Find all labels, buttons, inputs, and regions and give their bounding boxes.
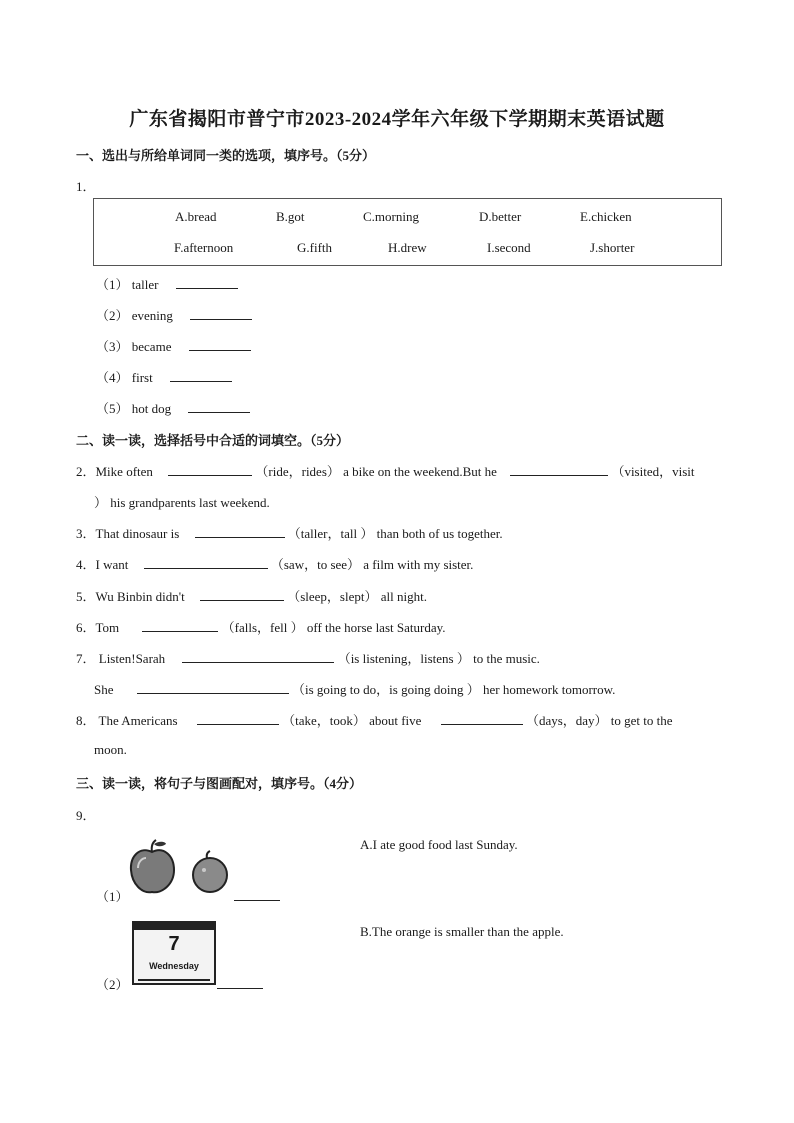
q8-text: 8． The Americans — [76, 713, 178, 728]
q6-text: （falls，fell ） off the horse last Saturday. — [221, 620, 446, 635]
sentence-a: A.I ate good food last Sunday. — [360, 837, 518, 852]
option-j: J.shorter — [590, 240, 635, 255]
q7-text: She — [94, 682, 114, 697]
q2-text: （ride，rides） a bike on the weekend.But he — [255, 464, 497, 479]
calendar-weekday: Wednesday — [149, 961, 199, 971]
item-word: hot dog — [131, 401, 172, 416]
item-word: evening — [131, 308, 173, 323]
q2-text: 2．Mike often — [76, 464, 153, 479]
q7-text: （is listening，listens ） to the music. — [337, 651, 540, 666]
calendar-base — [138, 979, 210, 981]
answer-blank-2[interactable] — [217, 976, 263, 989]
list-item — [96, 398, 250, 417]
q3-text: （taller，tall ） than both of us together. — [287, 526, 503, 541]
answer-blank[interactable] — [182, 650, 334, 663]
item-number: （3） — [96, 339, 129, 354]
question-8 — [76, 710, 673, 729]
question-5 — [76, 586, 427, 605]
option-g: G.fifth — [297, 240, 333, 255]
option-f: F.afternoon — [174, 240, 234, 255]
item-1-number: （1） — [96, 889, 129, 904]
answer-blank[interactable] — [144, 556, 268, 569]
question-2 — [76, 461, 695, 480]
item-word: taller — [131, 277, 159, 292]
answer-blank[interactable] — [170, 369, 232, 382]
item-number: （1） — [96, 277, 129, 292]
option-h: H.drew — [388, 240, 427, 255]
option-e: E.chicken — [580, 209, 632, 224]
item-word: became — [131, 339, 172, 354]
q8-text: （take，took） about five — [282, 713, 422, 728]
orange-highlight — [202, 868, 206, 872]
item-number: （4） — [96, 370, 129, 385]
section2-heading: 二、读一读，选择括号中合适的词填空。（5分） — [76, 433, 350, 448]
list-item — [96, 336, 251, 355]
q2-text: （visited，visit — [611, 464, 695, 479]
item-word: first — [131, 370, 153, 385]
page-title: 广东省揭阳市普宁市2023-2024学年六年级下学期期末英语试题 — [129, 109, 665, 130]
question-4 — [76, 554, 473, 573]
sentence-b: B.The orange is smaller than the apple. — [360, 924, 564, 939]
q8-text: （days，day） to get to the — [525, 713, 673, 728]
orange-stem — [207, 851, 210, 858]
q7-text: （is going to do，is going doing ） her homework tomorrow. — [292, 682, 616, 697]
question-1-number: 1． — [76, 179, 96, 194]
section3-heading: 三、读一读，将句子与图画配对，填序号。（4分） — [76, 776, 363, 791]
list-item — [96, 305, 252, 324]
answer-blank[interactable] — [510, 463, 608, 476]
q4-text: （saw，to see） a film with my sister. — [270, 557, 474, 572]
answer-blank[interactable] — [190, 307, 252, 320]
answer-blank[interactable] — [195, 525, 285, 538]
answer-blank[interactable] — [137, 681, 289, 694]
apple-leaf — [154, 842, 166, 847]
calendar-day: 7 — [168, 933, 180, 955]
q4-text: 4．I want — [76, 557, 129, 572]
q3-text: 3．That dinosaur is — [76, 526, 180, 541]
item-number: （5） — [96, 401, 129, 416]
option-b: B.got — [276, 209, 305, 224]
option-d: D.better — [479, 209, 522, 224]
answer-blank[interactable] — [176, 276, 238, 289]
answer-blank[interactable] — [197, 712, 279, 725]
apple-icon — [131, 850, 174, 892]
answer-blank-1[interactable] — [234, 888, 280, 901]
list-item — [96, 367, 232, 386]
orange-icon — [193, 858, 227, 892]
option-i: I.second — [487, 240, 531, 255]
answer-blank[interactable] — [200, 588, 284, 601]
question-6 — [76, 617, 446, 636]
answer-blank[interactable] — [441, 712, 523, 725]
question-8-cont: moon. — [94, 742, 127, 757]
question-2-cont: ） his grandparents last weekend. — [94, 495, 270, 510]
options-box — [93, 198, 722, 266]
calendar-picture — [132, 921, 216, 985]
answer-blank[interactable] — [168, 463, 252, 476]
item-2-number: （2） — [96, 977, 129, 992]
answer-blank[interactable] — [189, 338, 251, 351]
item-number: （2） — [96, 308, 129, 323]
section1-heading: 一、选出与所给单词同一类的选项，填序号。（5分） — [76, 148, 376, 163]
apple-orange-picture — [126, 838, 234, 898]
question-9-number: 9． — [76, 808, 96, 823]
option-c: C.morning — [363, 209, 419, 224]
answer-blank[interactable] — [188, 400, 250, 413]
list-item — [96, 274, 238, 293]
calendar-header — [134, 923, 214, 930]
question-3 — [76, 523, 503, 542]
question-7 — [76, 648, 540, 667]
option-a: A.bread — [175, 209, 217, 224]
answer-blank[interactable] — [142, 619, 218, 632]
question-7-cont — [94, 679, 615, 698]
q7-text: 7． Listen!Sarah — [76, 651, 166, 666]
q5-text: 5．Wu Binbin didn't — [76, 589, 185, 604]
q6-text: 6．Tom — [76, 620, 120, 635]
q5-text: （sleep，slept） all night. — [287, 589, 427, 604]
